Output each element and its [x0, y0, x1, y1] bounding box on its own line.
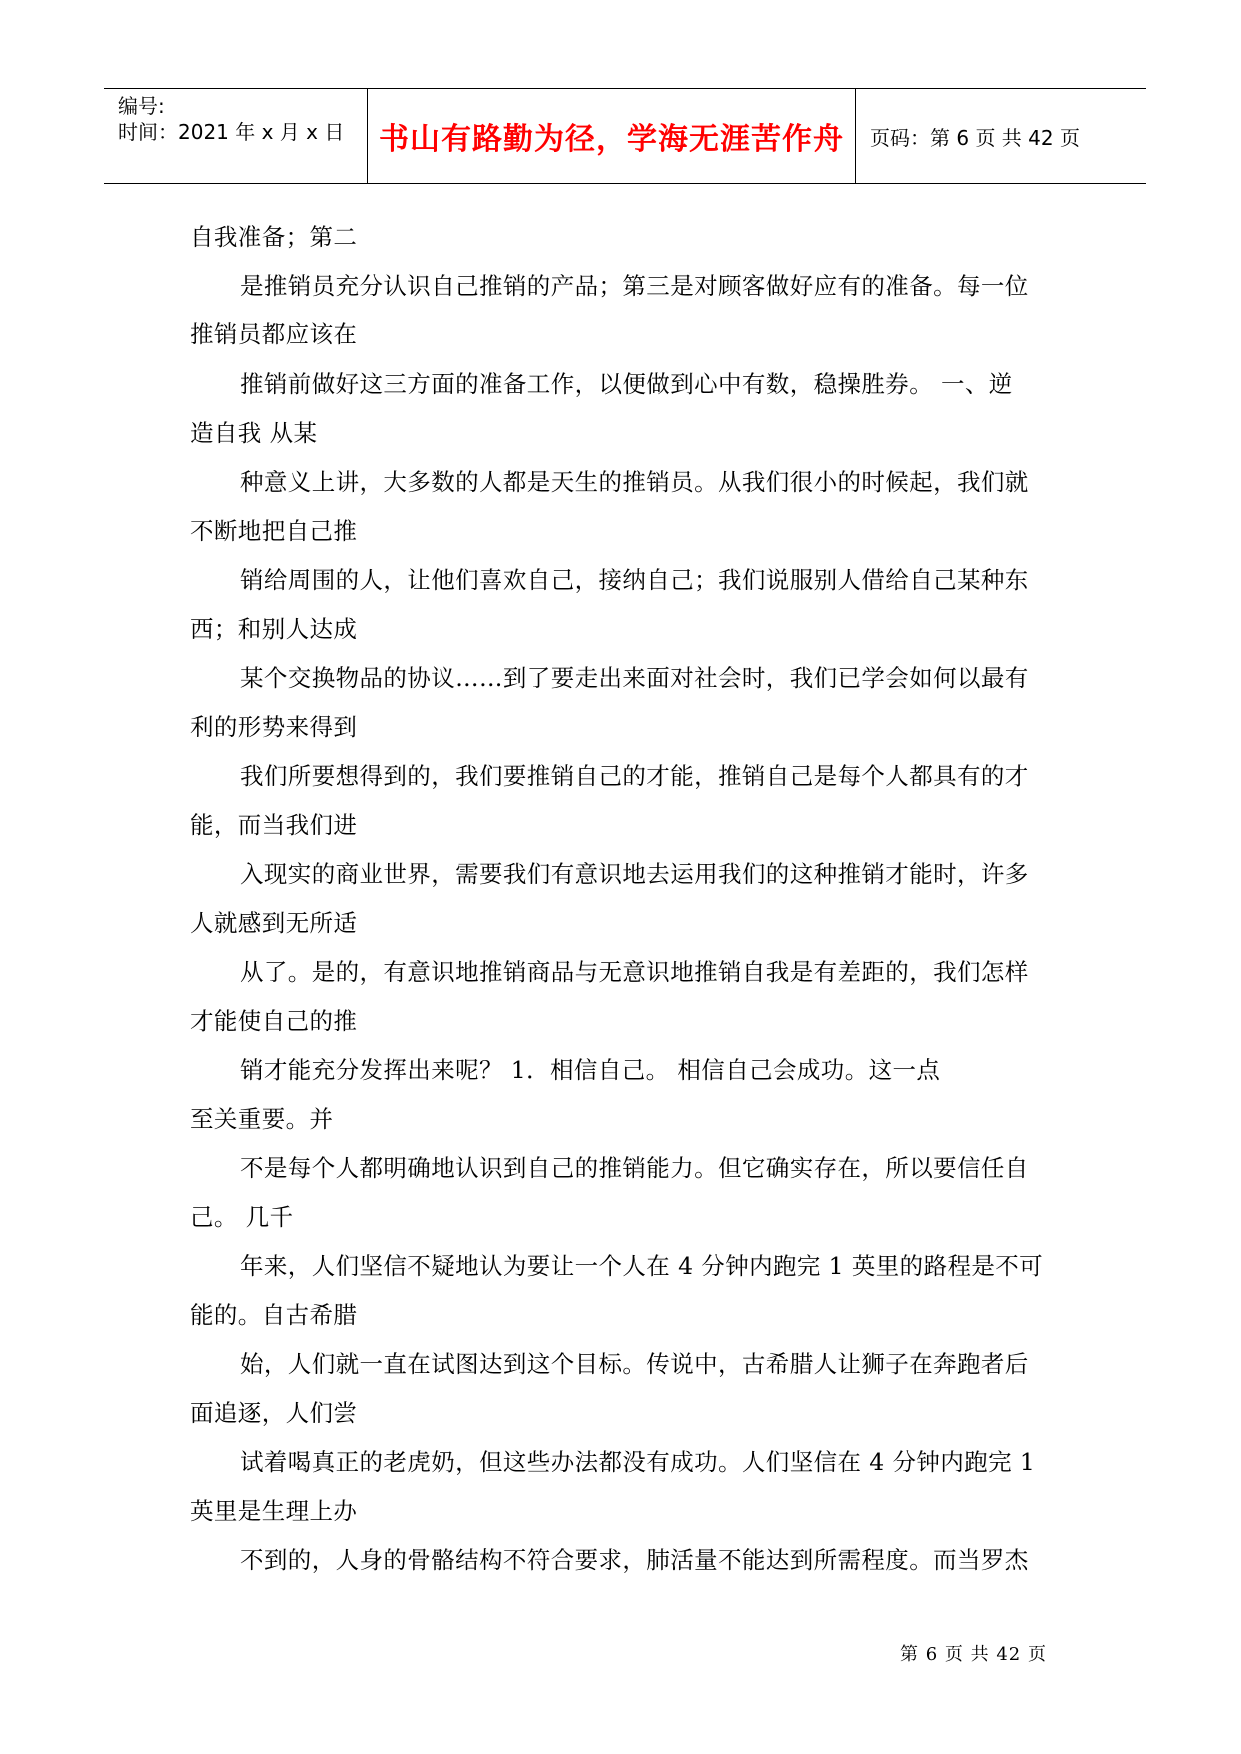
- body-line: 年来，人们坚信不疑地认为要让一个人在 4 分钟内跑完 1 英里的路程是不可: [240, 1252, 1044, 1280]
- header-page-number: 页码：第 6 页 共 42 页: [870, 125, 1080, 150]
- body-line: 己。 几千: [190, 1203, 294, 1231]
- body-line: 造自我 从某: [190, 419, 318, 447]
- body-line: 始，人们就一直在试图达到这个目标。传说中，古希腊人让狮子在奔跑者后: [240, 1350, 1029, 1378]
- body-line: 面追逐，人们尝: [190, 1399, 358, 1427]
- body-line: 我们所要想得到的，我们要推销自己的才能，推销自己是每个人都具有的才: [240, 762, 1029, 790]
- body-line: 销给周围的人，让他们喜欢自己，接纳自己；我们说服别人借给自己某种东: [240, 566, 1029, 594]
- header-motto-cell: [368, 89, 856, 183]
- header-page-cell: [856, 89, 1146, 183]
- document-number-label: 编号:: [118, 94, 165, 118]
- body-line: 种意义上讲，大多数的人都是天生的推销员。从我们很小的时候起，我们就: [240, 468, 1029, 496]
- body-line: 人就感到无所适: [190, 909, 358, 937]
- body-line: 能，而当我们进: [190, 811, 358, 839]
- body-line: 试着喝真正的老虎奶，但这些办法都没有成功。人们坚信在 4 分钟内跑完 1: [240, 1448, 1036, 1476]
- body-line: 至关重要。并: [190, 1105, 334, 1133]
- body-line: 利的形势来得到: [190, 713, 358, 741]
- body-line: 是推销员充分认识自己推销的产品；第三是对顾客做好应有的准备。每一位: [240, 272, 1029, 300]
- body-line: 才能使自己的推: [190, 1007, 358, 1035]
- body-line: 不断地把自己推: [190, 517, 358, 545]
- body-line: 推销员都应该在: [190, 320, 358, 348]
- body-line: 能的。自古希腊: [190, 1301, 358, 1329]
- header-info-cell: [104, 89, 368, 183]
- page-header: [104, 88, 1146, 184]
- body-line: 西；和别人达成: [190, 615, 358, 643]
- body-line: 入现实的商业世界，需要我们有意识地去运用我们的这种推销才能时，许多: [240, 860, 1029, 888]
- document-date-label: 时间：2021 年 x 月 x 日: [118, 120, 345, 144]
- body-line: 销才能充分发挥出来呢？ 1．相信自己。 相信自己会成功。这一点: [240, 1056, 941, 1084]
- body-line: 不到的，人身的骨骼结构不符合要求，肺活量不能达到所需程度。而当罗杰: [240, 1546, 1029, 1574]
- body-line: 推销前做好这三方面的准备工作，以便做到心中有数，稳操胜券。 一、逆: [240, 370, 1013, 398]
- header-motto: 书山有路勤为径，学海无涯苦作舟: [379, 122, 844, 157]
- body-line: 不是每个人都明确地认识到自己的推销能力。但它确实存在，所以要信任自: [240, 1154, 1029, 1182]
- body-line: 某个交换物品的协议……到了要走出来面对社会时，我们已学会如何以最有: [240, 664, 1029, 692]
- body-line: 从了。是的，有意识地推销商品与无意识地推销自我是有差距的，我们怎样: [240, 958, 1029, 986]
- page-footer-number: 第 6 页 共 42 页: [900, 1644, 1047, 1665]
- body-line: 英里是生理上办: [190, 1497, 358, 1525]
- body-line: 自我准备；第二: [190, 223, 358, 251]
